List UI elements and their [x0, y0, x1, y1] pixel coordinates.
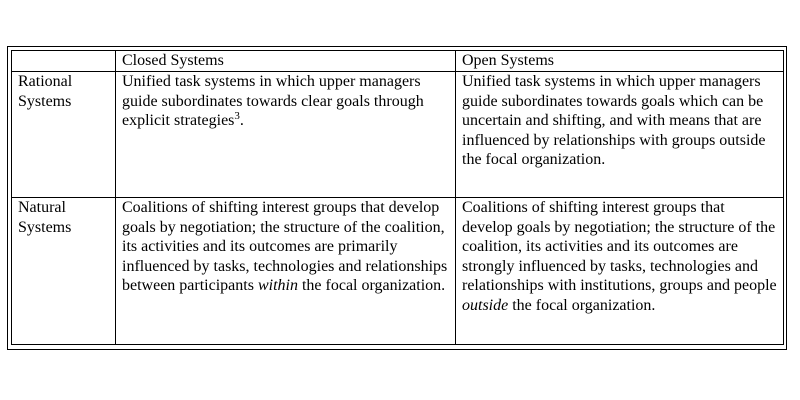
cell-rational-closed-period: .: [239, 112, 244, 129]
cell-natural-closed-ending: the focal organization.: [297, 277, 446, 294]
cell-natural-open: [456, 198, 784, 345]
cell-natural-open-text: Coalitions of shifting interest groups that develop goals by negotiation; the structure of the coalition, its activities and its outcomes are strongly influenced by tasks, technologies and relationships with institutions, groups and people: [462, 199, 777, 294]
cell-natural-open-emphasis: outside: [462, 296, 509, 314]
cell-natural-closed-emphasis: within: [257, 277, 298, 294]
cell-rational-open: Unified task systems in which upper managers guide subordinates towards goals which can be uncertain and shifting, and with means that are influenced by relationships with groups outside the focal organization.: [456, 72, 784, 198]
footnote-marker: 3: [234, 110, 240, 122]
column-header-closed-systems: Closed Systems: [116, 51, 456, 72]
table-header-row: [12, 51, 784, 72]
cell-natural-closed: [116, 198, 456, 345]
table-frame: [7, 46, 787, 350]
table-row-natural-systems: [12, 198, 784, 345]
row-label-rational-systems: Rational Systems: [12, 72, 116, 198]
table-row-rational-systems: [12, 72, 784, 198]
row-label-natural-systems: Natural Systems: [12, 198, 116, 345]
cell-natural-open-ending: the focal organization.: [508, 296, 656, 314]
column-header-open-systems: Open Systems: [456, 51, 784, 72]
corner-cell: [12, 51, 116, 72]
cell-rational-closed-text: Unified task systems in which upper managers guide subordinates towards clear goals through explicit strategies: [122, 73, 424, 129]
cell-rational-closed: [116, 72, 456, 198]
cell-natural-closed-text: Coalitions of shifting interest groups that develop goals by negotiation; the structure of the coalition, its activities and its outcomes are primarily influenced by tasks, technologies and relationships between participants: [122, 199, 448, 294]
systems-comparison-table: [11, 50, 784, 345]
